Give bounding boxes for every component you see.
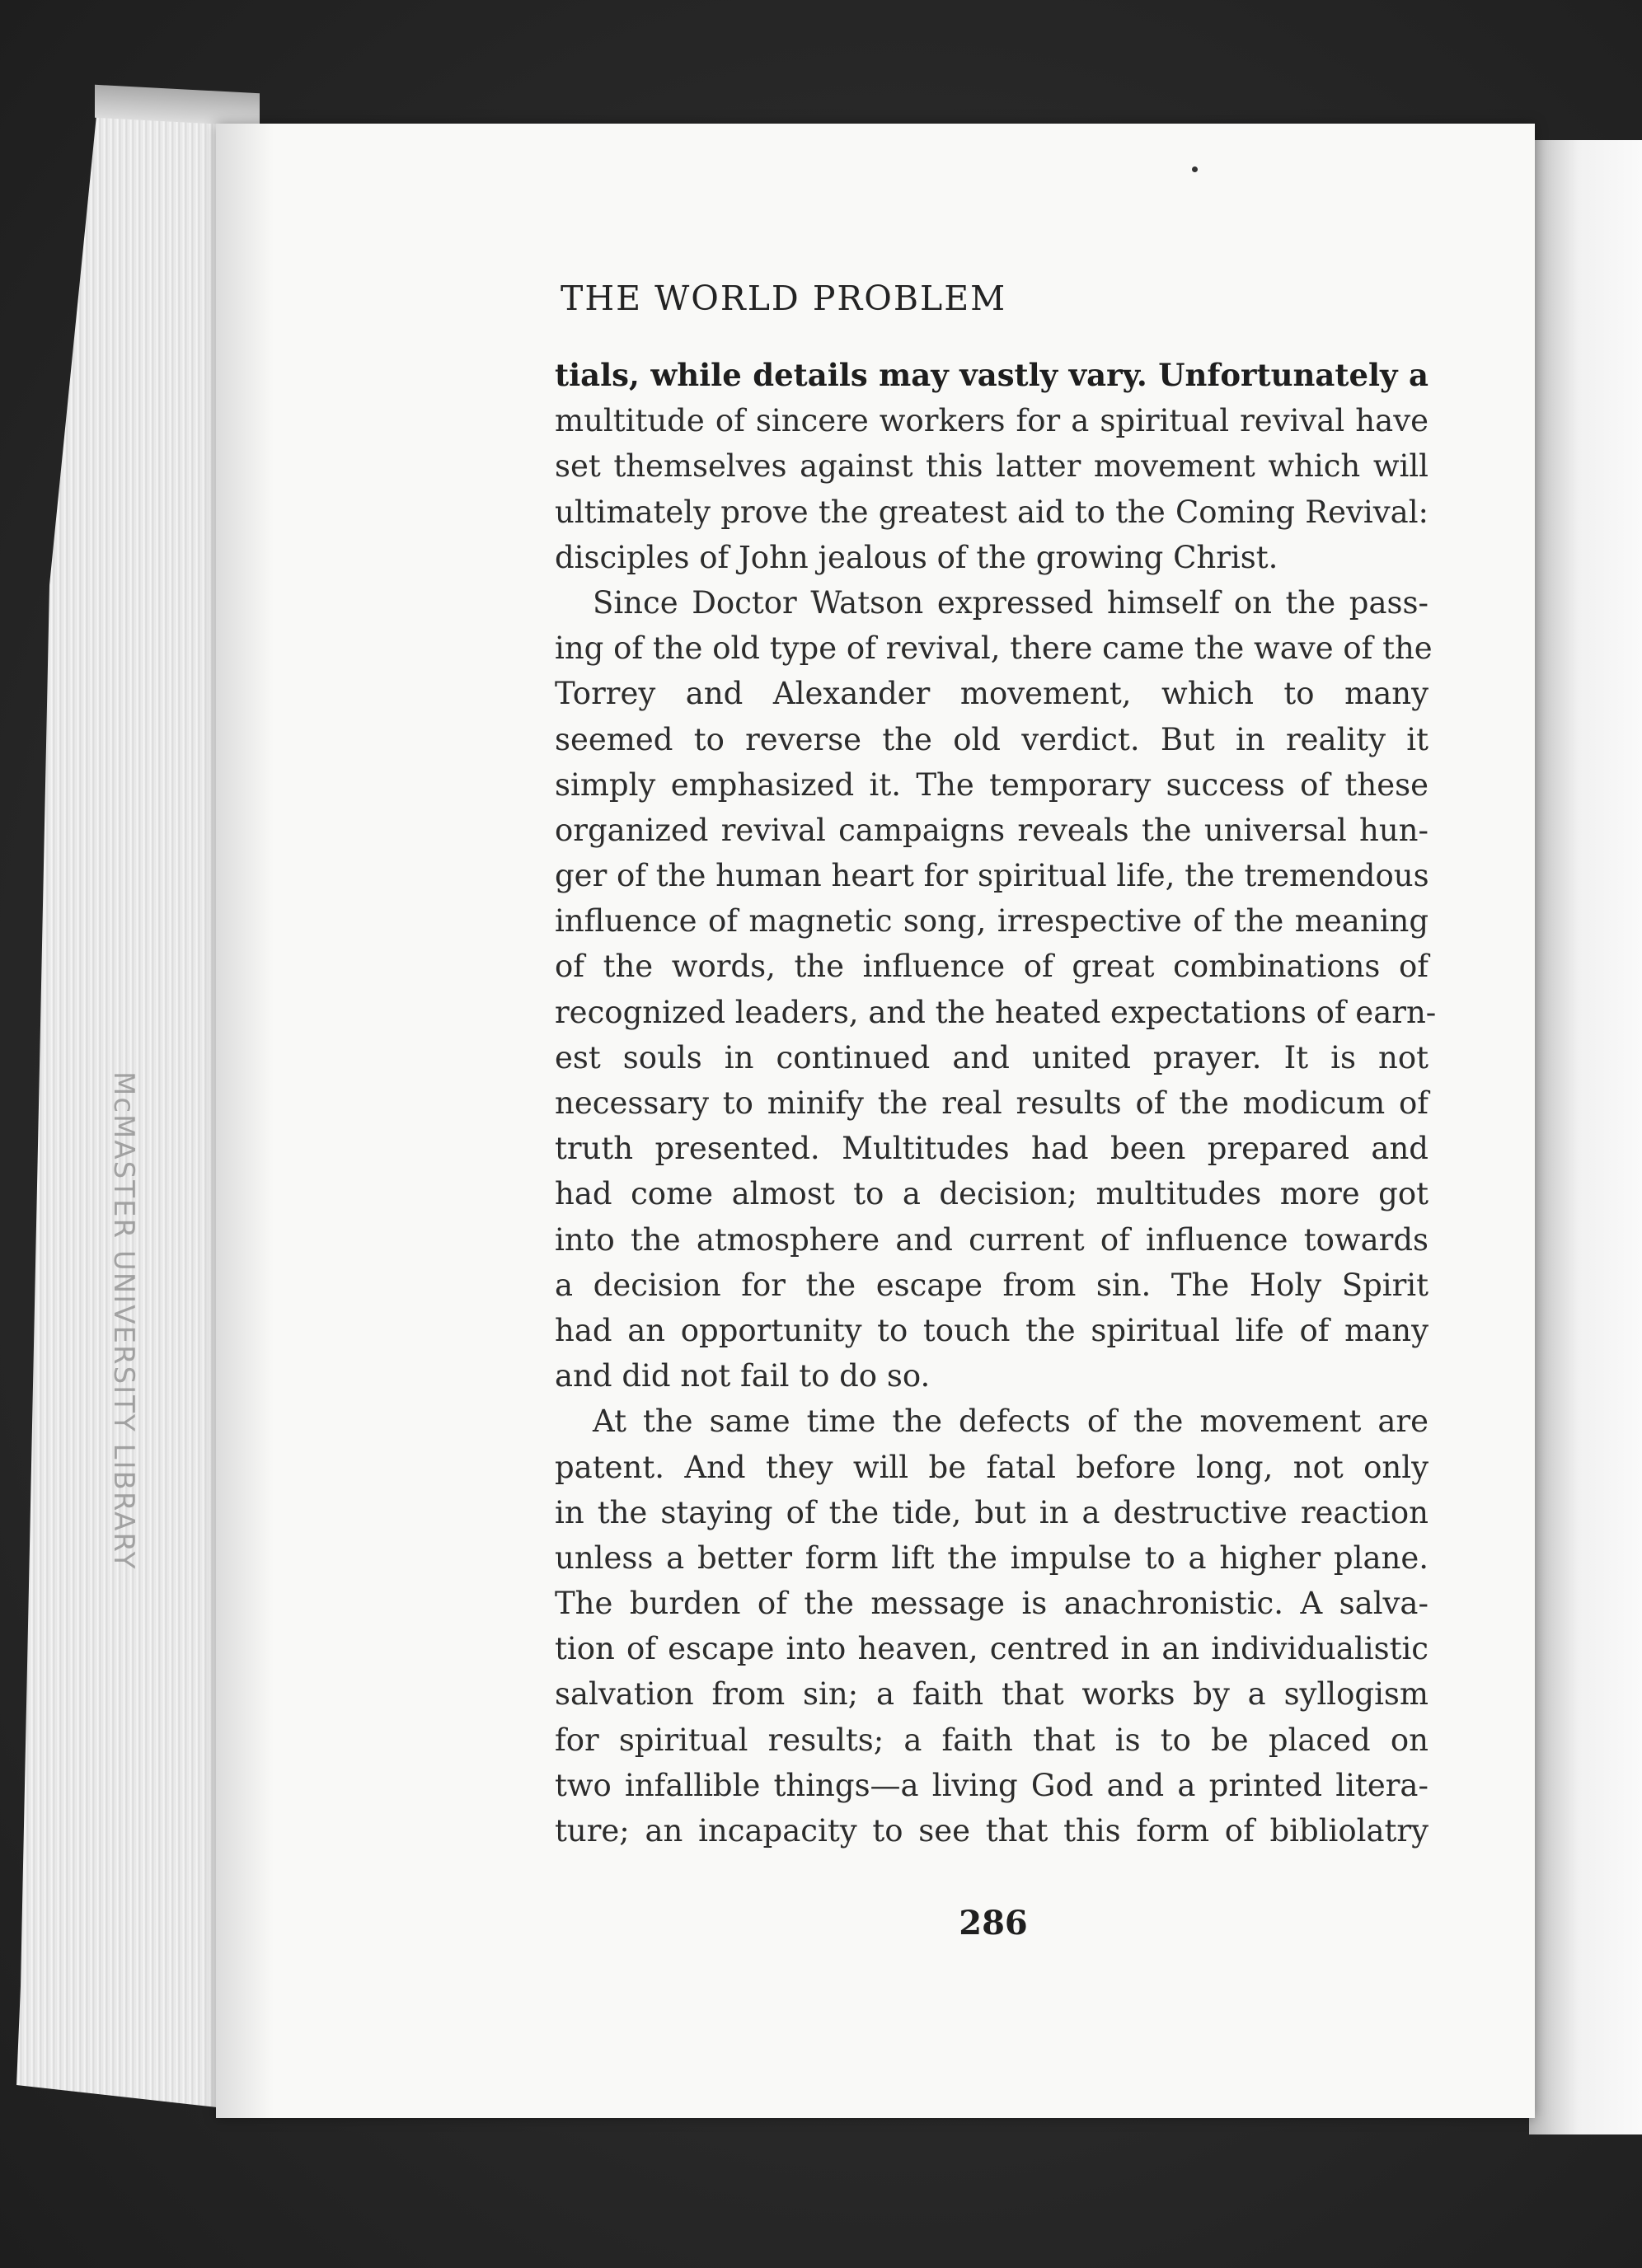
next-page-edge <box>1529 140 1642 2134</box>
text-line: had an opportunity to touch the spiritual life of many <box>555 1312 1429 1348</box>
text-line: ultimately prove the greatest aid to the Coming Revival: <box>555 494 1429 530</box>
text-line: ture; an incapacity to see that this form of bibliolatry <box>555 1813 1429 1849</box>
text-line: ing of the old type of revival, there came the wave of the <box>555 630 1433 667</box>
text-line: a decision for the escape from sin. The Holy Spirit <box>555 1267 1429 1303</box>
text-line: truth presented. Multitudes had been prepared and <box>555 1131 1429 1167</box>
text-line: multitude of sincere workers for a spiritual revival have <box>555 403 1429 439</box>
text-line: recognized leaders, and the heated expectations of earn- <box>555 994 1437 1030</box>
text-line: necessary to minify the real results of the modicum of <box>555 1085 1429 1121</box>
text-line: disciples of John jealous of the growing Christ. <box>555 539 1278 575</box>
dust-speck <box>1192 166 1198 172</box>
body-text <box>555 353 1437 1853</box>
text-line: organized revival campaigns reveals the universal hun- <box>555 812 1429 848</box>
text-line: Since Doctor Watson expressed himself on the pass- <box>593 584 1429 621</box>
text-line: had come almost to a decision; multitudes more got <box>555 1176 1429 1212</box>
text-line: two infallible things—a living God and a printed litera- <box>555 1767 1429 1803</box>
text-line: simply emphasized it. The temporary success of these <box>555 766 1429 803</box>
text-line: tials, while details may vastly vary. Unfortunately a <box>555 357 1429 393</box>
text-line: seemed to reverse the old verdict. But in reality it <box>555 721 1429 757</box>
page-gutter-shadow <box>216 124 274 2118</box>
text-line: Torrey and Alexander movement, which to many <box>555 676 1429 712</box>
text-line: of the words, the influence of great combinations of <box>555 949 1429 985</box>
text-line: est souls in continued and united prayer. It is not <box>555 1039 1429 1075</box>
text-line: for spiritual results; a faith that is to be placed on <box>555 1722 1429 1758</box>
running-head: THE WORLD PROBLEM <box>561 279 1007 318</box>
text-line: At the same time the defects of the movement are <box>593 1403 1429 1440</box>
library-stamp: McMASTER UNIVERSITY LIBRARY <box>107 1071 140 1571</box>
text-line: unless a better form lift the impulse to a higher plane. <box>555 1539 1429 1576</box>
text-line: set themselves against this latter movement which will <box>555 448 1429 485</box>
text-line: tion of escape into heaven, centred in an individualistic <box>555 1631 1429 1667</box>
text-line: ger of the human heart for spiritual life, the tremendous <box>555 858 1429 894</box>
text-line: in the staying of the tide, but in a destructive reaction <box>555 1494 1429 1530</box>
text-line: influence of magnetic song, irrespective of the meaning <box>555 903 1429 940</box>
text-line: patent. And they will be fatal before long, not only <box>555 1449 1429 1485</box>
text-line: The burden of the message is anachronistic. A salva- <box>555 1586 1429 1622</box>
page-number: 286 <box>959 1904 1028 1942</box>
text-line: into the atmosphere and current of influence towards <box>555 1221 1429 1258</box>
text-line: and did not fail to do so. <box>555 1358 931 1394</box>
text-line: salvation from sin; a faith that works by a syllogism <box>555 1676 1429 1713</box>
